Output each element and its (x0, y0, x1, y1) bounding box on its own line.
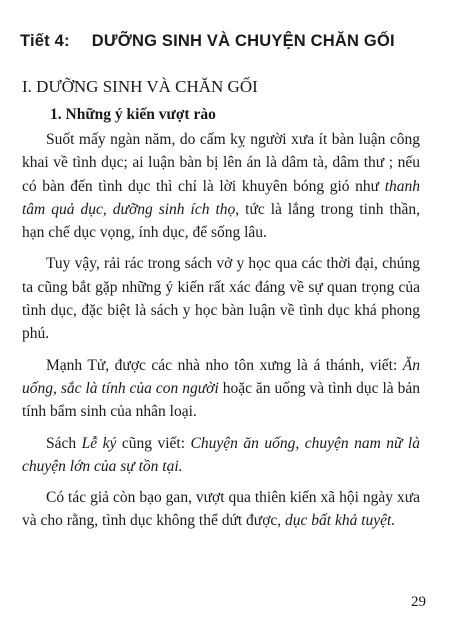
paragraph (22, 252, 420, 345)
paragraph-italic-text: Ăn uống, sắc là tính của con người (22, 356, 420, 397)
paragraph-text: Tuy vậy, rải rác trong sách vở y học qua các thời đại, chúng ta cũng bắt gặp những ý kiến rất xác đáng về sự quan trọng của tình dục, đặc biệt là sách y học bàn luận về tình dục khá phong phú. (22, 255, 420, 343)
paragraph-text: Suốt mấy ngàn năm, do cấm kỵ người xưa ít bàn luận công khai về tình dục; ai luận bàn bị lên án là dâm tà, dâm thư ; nếu có bàn đến tình dục thì chỉ là lời khuyên bóng gió như (22, 131, 420, 195)
subsection-heading: 1. Những ý kiến vượt rào (50, 106, 216, 123)
paragraph-text: Mạnh Tử, được các nhà nho tôn xưng là á thánh, viết: (46, 356, 403, 374)
page-number: 29 (411, 594, 426, 610)
paragraph-text: cũng viết: (116, 434, 191, 452)
chapter-heading (20, 32, 395, 51)
paragraph-italic-text: Lễ ký (81, 434, 117, 452)
paragraph-italic-text: Chuyện ăn uống, chuyện nam nữ là chuyện lớn của sự tồn tại. (22, 434, 420, 475)
paragraph (22, 432, 420, 479)
chapter-label: Tiết 4: (20, 32, 70, 50)
paragraph-italic-text: thanh tâm quả dục, dưỡng sinh ích thọ (22, 177, 420, 218)
paragraph (22, 486, 420, 533)
chapter-title: DƯỠNG SINH VÀ CHUYỆN CHĂN GỐI (91, 32, 395, 50)
paragraph-italic-text: dục bất khả tuyệt. (285, 512, 396, 530)
paragraph (22, 128, 420, 244)
paragraph-text: , tức là lắng trong tinh thần, hạn chế dục vọng, ính dục, để sống lâu. (22, 200, 420, 242)
section-heading: I. DƯỠNG SINH VÀ CHĂN GỐI (22, 77, 258, 96)
body-text (22, 128, 420, 533)
paragraph-text: hoặc ăn uống và tình dục là bản tính bẩm sinh của nhân loại. (22, 379, 420, 421)
paragraph-text: Có tác giả còn bạo gan, vượt qua thiên kiến xã hội ngày xưa và cho rằng, tình dục không thể dứt được, (22, 489, 420, 530)
paragraph (22, 354, 420, 424)
paragraph-text: Sách (46, 434, 82, 452)
